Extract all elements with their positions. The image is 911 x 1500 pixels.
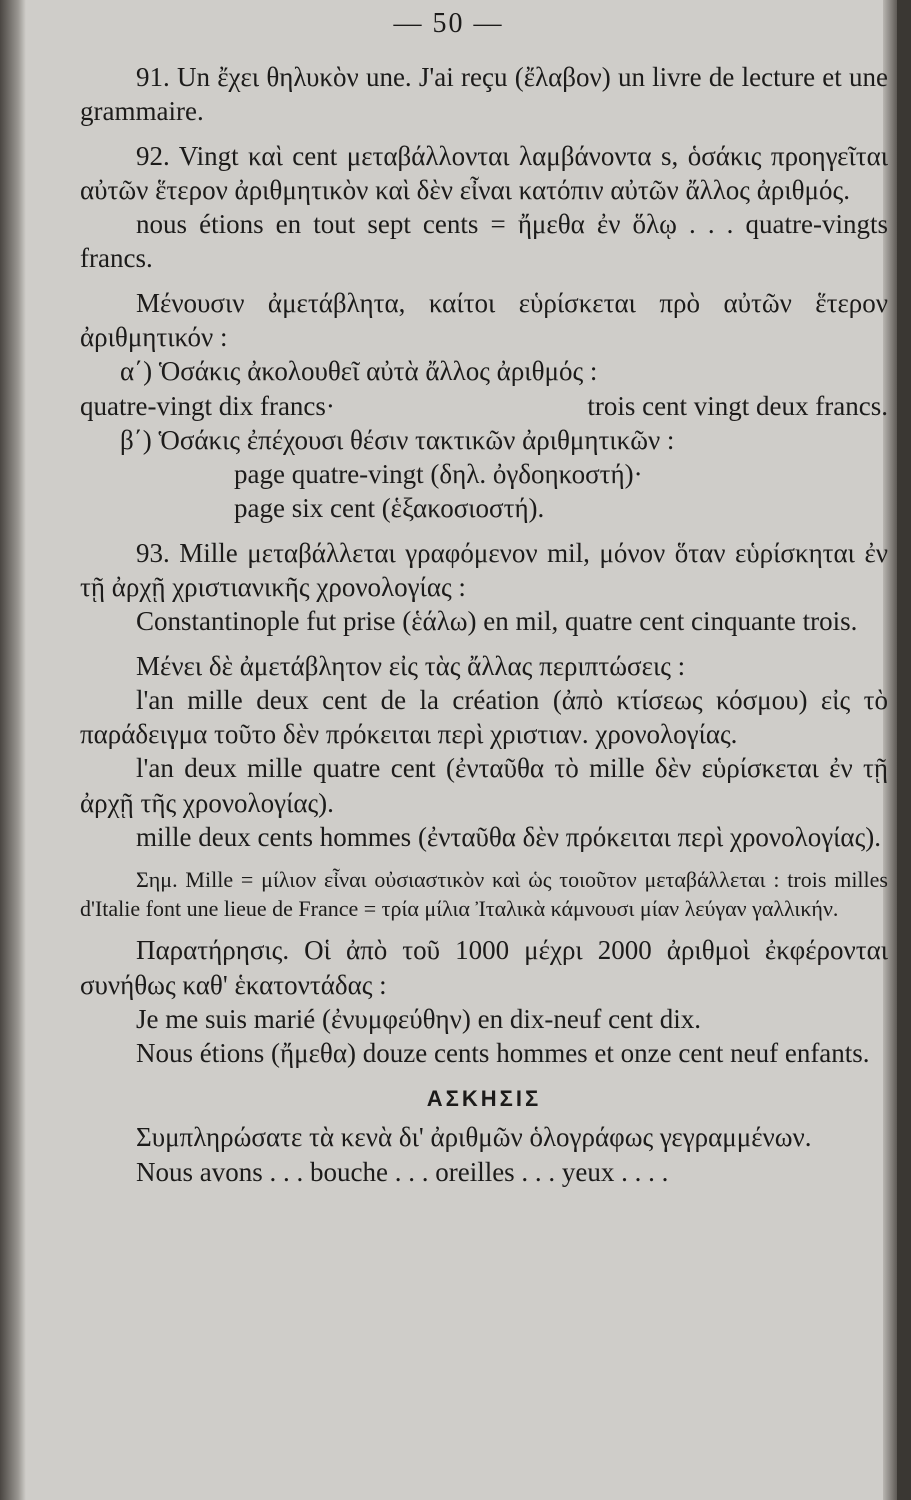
footnote-mille: Σημ. Mille = μίλιον εἶναι οὐσιαστικὸν καὶ ὡς τοιοῦτον μεταβάλλεται : trois milles d'Italie font une lieue de France = τρία μίλια Ἰταλικὰ κάμνουσι μίαν λεύγαν γαλλικήν. [80,867,888,921]
paragraph-93-example: Constantinople fut prise (ἑάλω) en mil, quatre cent cinquante trois. [136,606,858,637]
case-a-examples [80,389,888,423]
remark-example-1: Je me suis marié (ἐνυμφεύθην) en dix-neuf cent dix. [136,1003,702,1034]
remark-example-2: Nous étions (ἤμεθα) douze cents hommes et onze cent neuf enfants. [136,1038,870,1069]
paragraph-remark: Παρατήρησις. Οἱ ἀπὸ τοῦ 1000 μέχρι 2000 ἀριθμοὶ ἐκφέρονται συνήθως καθ' ἑκατοντάδας : [80,935,888,1000]
case-a-heading: α΄) Ὁσάκις ἀκολουθεῖ αὐτὰ ἄλλος ἀριθμός : [120,356,598,387]
case-b-heading: β΄) Ὁσάκις ἐπέχουσι θέσιν τακτικῶν ἀριθμητικῶν : [120,424,675,455]
section-heading: ΑΣΚΗΣΙΣ [426,1085,542,1111]
paragraph-other-cases: Μένει δὲ ἀμετάβλητον εἰς τὰς ἄλλας περιπτώσεις : [136,650,686,681]
other-case-1: l'an mille deux cent de la création (ἀπὸ κτίσεως κόσμου) εἰς τὸ παράδειγμα τοῦτο δὲν πρόκειται περὶ χριστιαν. χρονολογίας. [80,684,888,750]
case-a-example-2: trois cent vingt deux francs. [587,390,888,421]
case-a-example-1: quatre-vingt dix francs· [80,390,335,421]
page-content [80,60,888,1189]
case-b-example-1: page quatre-vingt (δηλ. ὀγδοηκοστή)· [234,459,643,490]
page-number: — 50 — [393,8,504,39]
other-case-3: mille deux cents hommes (ἐνταῦθα δὲν πρόκειται περὶ χρονολογίας). [136,821,882,852]
page-binding-shadow [0,0,26,1500]
paragraph-91: 91. Un ἔχει θηλυκὸν une. J'ai reçu (ἔλαβον) un livre de lecture et une grammaire. [80,62,888,127]
paragraph-unchanged: Μένουσιν ἀμετάβλητα, καίτοι εὑρίσκεται πρὸ αὐτῶν ἕτερον ἀριθμητικόν : [80,287,888,352]
paragraph-93: 93. Mille μεταβάλλεται γραφόμενον mil, μόνον ὅταν εὑρίσκηται ἐν τῇ ἀρχῇ χριστιανικῆς χρονολογίας : [80,537,888,602]
exercise-line: Nous avons . . . bouche . . . oreilles . . . yeux . . . . [136,1156,669,1187]
case-b-example-2: page six cent (ἑξακοσιοστή). [234,493,545,524]
paragraph-92-example: nous étions en tout sept cents = ἤμεθα ἐν ὅλῳ . . . quatre-vingts francs. [80,209,888,274]
other-case-2: l'an deux mille quatre cent (ἐνταῦθα τὸ mille δὲν εὑρίσκεται ἐν τῇ ἀρχῇ τῆς χρονολογίας). [80,753,888,818]
exercise-instruction: Συμπληρώσατε τὰ κενὰ δι' ἀριθμῶν ὁλογράφως γεγραμμένων. [136,1122,812,1153]
paragraph-92: 92. Vingt καὶ cent μεταβάλλονται λαμβάνοντα s, ὁσάκις προηγεῖται αὐτῶν ἕτερον ἀριθμητικὸν καὶ δὲν εἶναι κατόπιν αὐτῶν ἄλλος ἀριθμός. [80,140,888,205]
